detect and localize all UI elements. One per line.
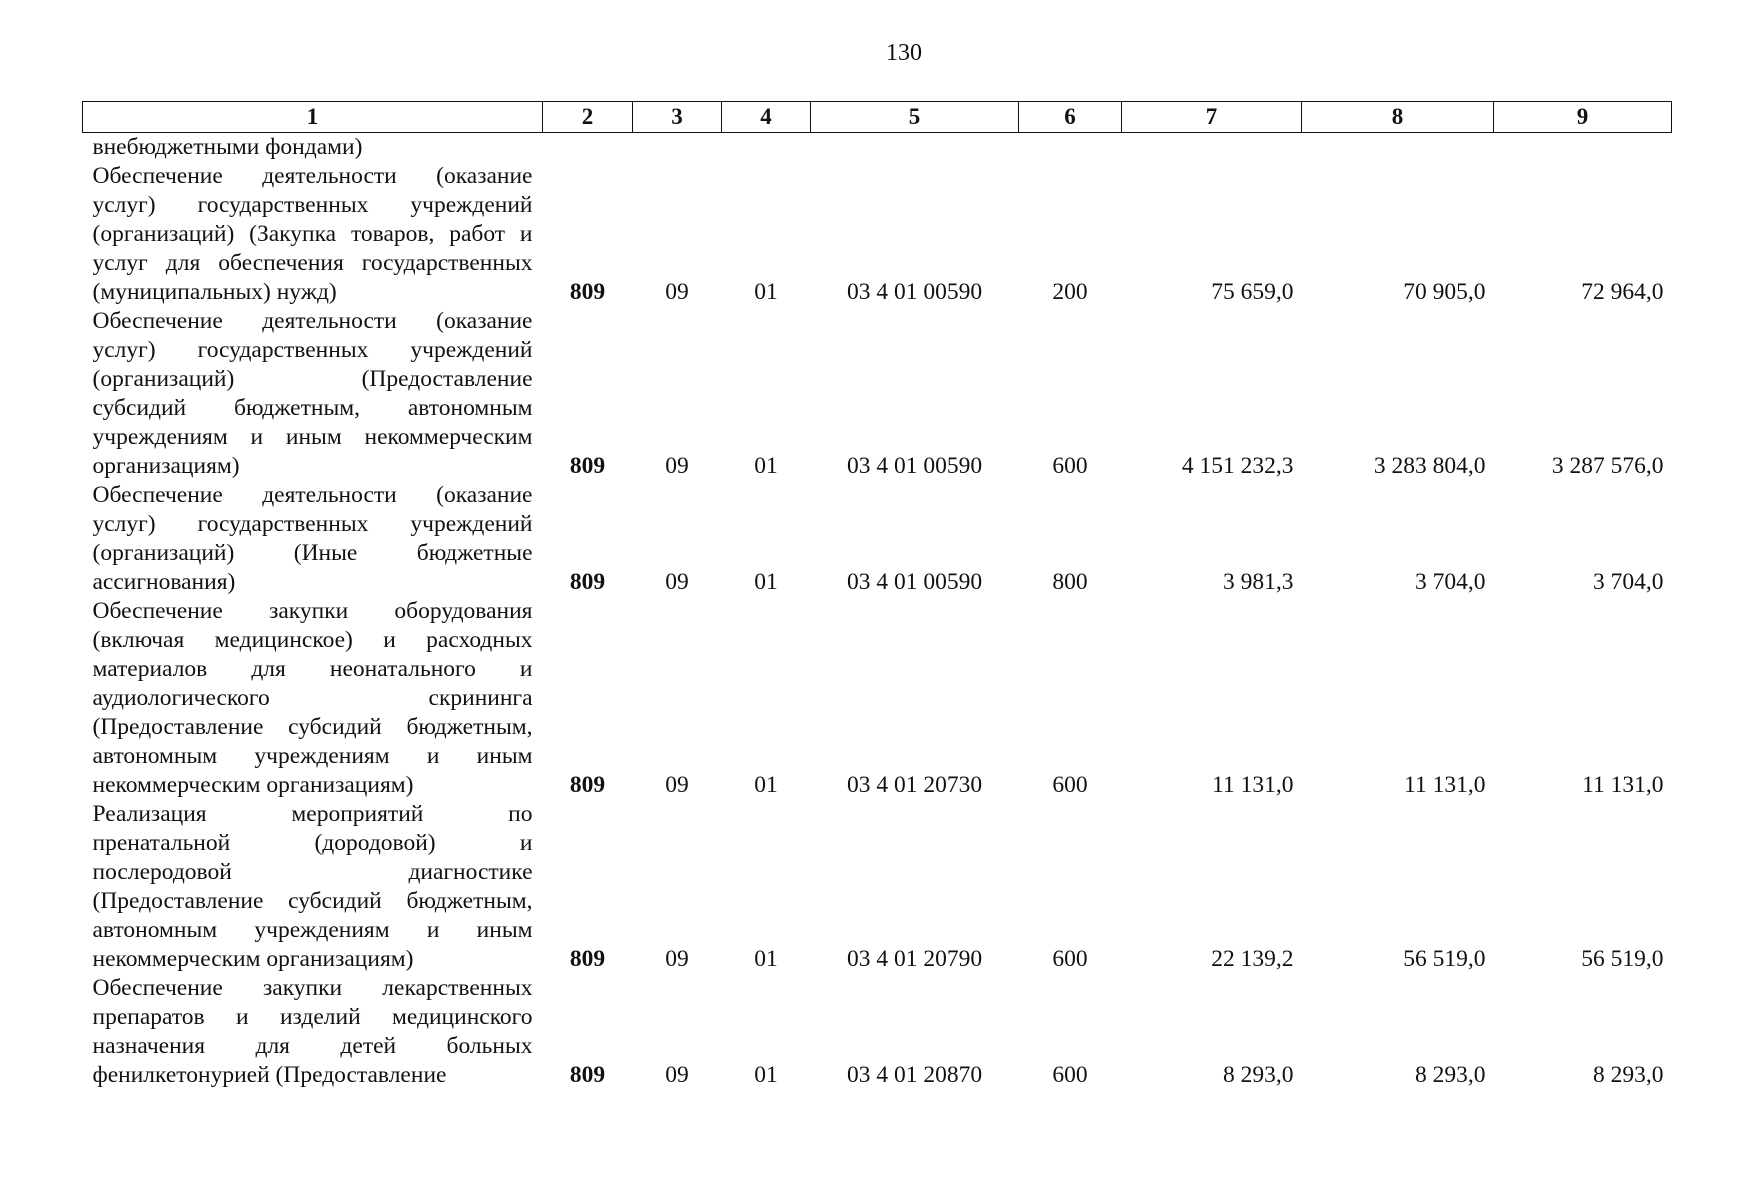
description-line: внебюджетными фондами) [92, 134, 363, 160]
amount-year-1: 3 981,3 [1223, 569, 1294, 595]
description-line: некоммерческим организациям) [92, 946, 414, 972]
description-line: субсидий бюджетным, автономным [92, 395, 533, 421]
column-header: 2 [543, 102, 633, 133]
amount-year-2: 3 283 804,0 [1373, 453, 1486, 479]
amount-year-3: 56 519,0 [1581, 946, 1664, 972]
description-line: Обеспечение закупки лекарственных [92, 975, 533, 1001]
description-line: (включая медицинское) и расходных [92, 627, 533, 653]
target-article-code: 03 4 01 20790 [846, 946, 983, 972]
subsection-code: 01 [754, 946, 778, 972]
amount-year-1: 4 151 232,3 [1181, 453, 1294, 479]
amount-year-3: 8 293,0 [1593, 1062, 1664, 1088]
budget-table [82, 101, 1672, 1090]
description-line: (организаций) (Иные бюджетные [92, 540, 533, 566]
subsection-code: 01 [754, 1062, 778, 1088]
amount-year-2: 8 293,0 [1415, 1062, 1486, 1088]
amount-year-2: 56 519,0 [1403, 946, 1486, 972]
expense-type-code: 200 [1052, 279, 1088, 305]
section-code: 09 [665, 772, 689, 798]
row-description [83, 307, 543, 481]
table-header-row [83, 102, 1672, 133]
description-line: (организаций) (Закупка товаров, работ и [92, 221, 533, 247]
description-line: (Предоставление субсидий бюджетным, [92, 888, 533, 914]
table-row [83, 974, 1672, 1090]
row-description [83, 162, 543, 307]
table-row [83, 307, 1672, 481]
target-article-code: 03 4 01 00590 [846, 569, 983, 595]
target-article-code: 03 4 01 20730 [846, 772, 983, 798]
expense-type-code: 600 [1052, 772, 1088, 798]
column-header: 5 [811, 102, 1019, 133]
expense-type-code: 600 [1052, 1062, 1088, 1088]
chapter-code: 809 [569, 1062, 606, 1088]
expense-type-code: 800 [1052, 569, 1088, 595]
description-line: (организаций) (Предоставление [92, 366, 533, 392]
row-description [83, 597, 543, 800]
description-line: организациям) [92, 453, 240, 479]
section-code: 09 [665, 279, 689, 305]
description-line: аудиологического скрининга [92, 685, 533, 711]
expense-type-code: 600 [1052, 453, 1088, 479]
column-header: 7 [1122, 102, 1302, 133]
subsection-code: 01 [754, 279, 778, 305]
subsection-code: 01 [754, 569, 778, 595]
amount-year-1: 8 293,0 [1223, 1062, 1294, 1088]
chapter-code: 809 [569, 772, 606, 798]
chapter-code: 809 [569, 453, 606, 479]
amount-year-1: 11 131,0 [1212, 772, 1294, 798]
description-line: услуг) государственных учреждений [92, 337, 533, 363]
chapter-code: 809 [569, 946, 606, 972]
column-header: 6 [1019, 102, 1122, 133]
description-line: услуг для обеспечения государственных [92, 250, 533, 276]
table-row-continuation [83, 133, 1672, 163]
description-line: послеродовой диагностике [92, 859, 533, 885]
description-line: назначения для детей больных [92, 1033, 533, 1059]
page-number: 130 [886, 40, 922, 66]
row-description [83, 133, 543, 163]
column-header: 9 [1494, 102, 1672, 133]
amount-year-1: 75 659,0 [1211, 279, 1294, 305]
description-line: автономным учреждениям и иным [92, 743, 533, 769]
description-line: учреждениям и иным некоммерческим [92, 424, 533, 450]
description-line: Обеспечение закупки оборудования [92, 598, 533, 624]
amount-year-2: 3 704,0 [1415, 569, 1486, 595]
description-line: Обеспечение деятельности (оказание [92, 482, 533, 508]
row-description [83, 974, 543, 1090]
description-line: Реализация мероприятий по [92, 801, 533, 827]
section-code: 09 [665, 1062, 689, 1088]
amount-year-3: 3 287 576,0 [1551, 453, 1664, 479]
budget-table-container [82, 101, 1671, 1090]
chapter-code: 809 [569, 569, 606, 595]
amount-year-2: 70 905,0 [1403, 279, 1486, 305]
table-row [83, 481, 1672, 597]
description-line: Обеспечение деятельности (оказание [92, 308, 533, 334]
amount-year-3: 72 964,0 [1581, 279, 1664, 305]
target-article-code: 03 4 01 20870 [846, 1062, 983, 1088]
amount-year-2: 11 131,0 [1404, 772, 1486, 798]
section-code: 09 [665, 946, 689, 972]
amount-year-1: 22 139,2 [1211, 946, 1294, 972]
description-line: Обеспечение деятельности (оказание [92, 163, 533, 189]
description-line: препаратов и изделий медицинского [92, 1004, 533, 1030]
chapter-code: 809 [569, 279, 606, 305]
description-line: пренатальной (дородовой) и [92, 830, 533, 856]
row-description [83, 800, 543, 974]
description-line: некоммерческим организациям) [92, 772, 414, 798]
target-article-code: 03 4 01 00590 [846, 453, 983, 479]
amount-year-3: 11 131,0 [1582, 772, 1664, 798]
subsection-code: 01 [754, 772, 778, 798]
description-line: фенилкетонурией (Предоставление [92, 1062, 447, 1088]
description-line: ассигнования) [92, 569, 236, 595]
section-code: 09 [665, 569, 689, 595]
column-header: 8 [1302, 102, 1494, 133]
expense-type-code: 600 [1052, 946, 1088, 972]
column-header: 1 [83, 102, 543, 133]
column-header: 3 [633, 102, 722, 133]
subsection-code: 01 [754, 453, 778, 479]
description-line: услуг) государственных учреждений [92, 192, 533, 218]
section-code: 09 [665, 453, 689, 479]
description-line: услуг) государственных учреждений [92, 511, 533, 537]
description-line: (муниципальных) нужд) [92, 279, 337, 305]
description-line: (Предоставление субсидий бюджетным, [92, 714, 533, 740]
table-row [83, 162, 1672, 307]
row-description [83, 481, 543, 597]
table-row [83, 597, 1672, 800]
table-row [83, 800, 1672, 974]
description-line: материалов для неонатального и [92, 656, 533, 682]
description-line: автономным учреждениям и иным [92, 917, 533, 943]
column-header: 4 [722, 102, 811, 133]
target-article-code: 03 4 01 00590 [846, 279, 983, 305]
amount-year-3: 3 704,0 [1593, 569, 1664, 595]
